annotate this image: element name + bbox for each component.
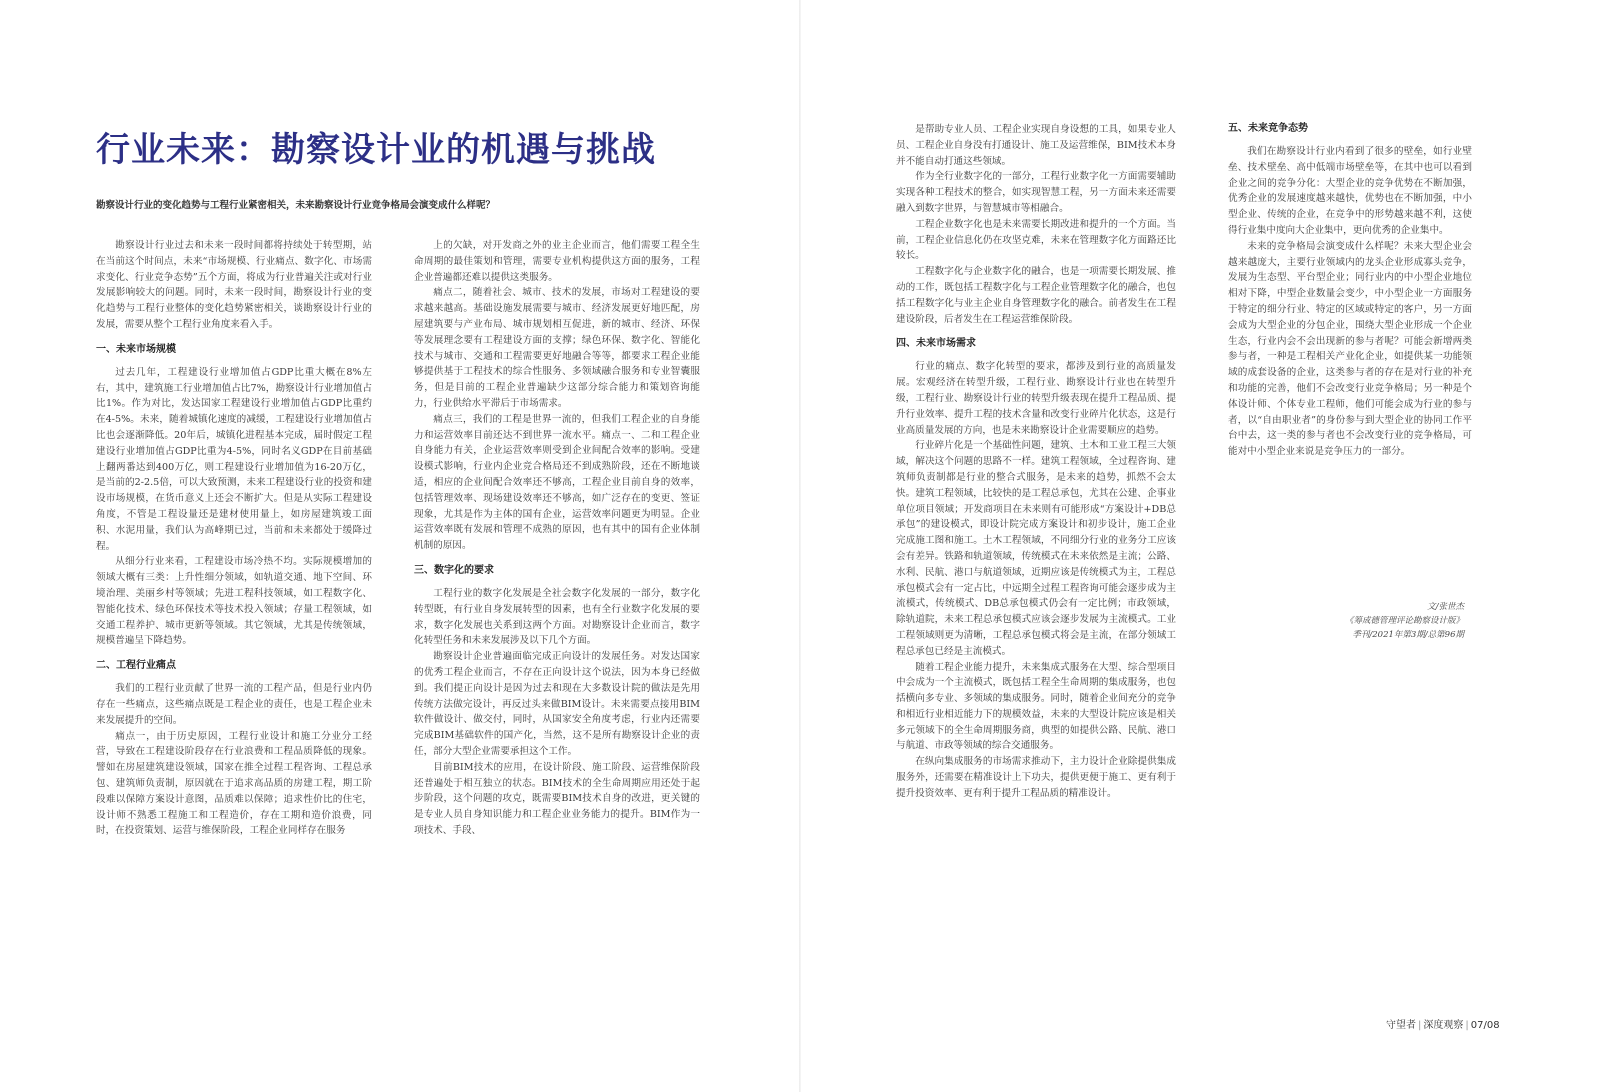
article-subtitle: 勘察设计行业的变化趋势与工程行业紧密相关，未来勘察设计行业竞争格局会演变成什么样呢？ [96,200,496,211]
paragraph: 未来的竞争格局会演变成什么样呢？未来大型企业会越来越庞大，主要行业领域内的龙头企业形成寡头竞争，发展为生态型、平台型企业；同行业内的中小型企业地位相对下降，中型企业数量会变少，中小型企业一方面服务于特定的细分行业、特定的区域或特定的客户，另一方面会成为大型企业的分包企业，围绕大型企业形成一个企业生态，行业内会不会出现新的参与者呢？可能会新增两类参与者，一种是工程相关产业化企业，如提供某一功能领域的成套设备的企业，这类参与者的存在是对行业的补充和功能的完善，他们不会改变行业竞争格局；另一种是个体设计师、个体专业工程师，他们可能会成为行业的参与者，以“自由职业者”的身份参与到大型企业的协同工作平台中去，这一类的参与者也不会改变行业的竞争格局，可能对中小型企业来说是竞争压力的一部分。 [1228,240,1472,458]
paragraph: 勘察设计企业普遍面临完成正向设计的发展任务。对发达国家的优秀工程企业而言，不存在正向设计这个说法，因为本身已经做到。我们提正向设计是因为过去和现在大多数设计院的做法是先用传统方法做完设计，再反过头来做BIM设计。未来需要点接用BIM软件做设计、做交付，同时，从国家安全角度考虑，行业内还需要完成BIM基础软件的国产化，当然，这不是所有勘察设计企业的责任，部分大型企业需要承担这个工作。 [414,651,700,757]
paragraph: 在纵向集成服务的市场需求推动下，主力设计企业除提供集成服务外，还需要在精准设计上下功夫，提供更便于施工、更有利于提升投资效率、更有利于提升工程品质的精准设计。 [896,756,1176,799]
paragraph: 痛点三，我们的工程是世界一流的，但我们工程企业的自身能力和运营效率目前还达不到世界一流水平。痛点一、二和工程企业自身能力有关，企业运营效率则受到企业间配合效率的影响。受建设模式影响，行业内企业竞合格局还不到成熟阶段，还在不断地谈适，相应的企业间配合效率还不够高，工程企业目前自身的效率，包括管理效率、现场建设效率还不够高，如广泛存在的变更、签证现象，尤其是作为主体的国有企业，运营效率问题更为明显。企业运营效率既有发展和管理不成熟的原因，也有其中的国有企业体制机制的原因。 [414,413,700,552]
text-column-1 [96,238,372,898]
paragraph: 我们在勘察设计行业内看到了很多的壁垒，如行业壁垒、技术壁垒、高中低端市场壁垒等，在其中也可以看到企业之间的竞争分化：大型企业的竞争优势在不断加强，优秀企业的发展速度越来越快，优势也在不断加强，中小型企业、传统的企业，在竞争中的形势越来越不利，这使得行业集中度向大企业集中，更向优秀的企业集中。 [1228,146,1472,236]
paragraph: 随着工程企业能力提升，未来集成式服务在大型、综合型项目中会成为一个主流模式，既包括工程全生命周期的集成服务，也包括横向多专业、多领域的集成服务。同时，随着企业间充分的竞争和相近行业相近能力下的规模效益，未来的大型设计院应该是相关多元领域下的全生命周期服务商，典型的如提供公路、民航、港口与航道、市政等领域的综合交通服务。 [896,661,1176,752]
text-column-4 [1228,122,1472,522]
paragraph: 痛点一，由于历史原因，工程行业设计和施工分业分工经营，导致在工程建设阶段存在行业浪费和工程品质降低的现象。譬如在房屋建筑建设领域，国家在推全过程工程咨询、工程总承包、建筑师负责制，原因就在于追求高品质的房建工程，期工阶段难以保障方案设计意图，品质难以保障；追求性价比的住宅，设计师不熟悉工程施工和工程造价，存在工期和造价浪费，同时，在投资策划、运营与维保阶段，工程企业同样存在服务 [96,730,372,837]
page-folio [1386,1016,1500,1031]
author-credit: 文/张世杰 [1427,602,1464,612]
paragraph: 勘察设计行业过去和未来一段时间都将持续处于转型期，站在当前这个时间点，未来“市场规模、行业痛点、数字化、市场需求变化、行业竞争态势”五个方面，将成为行业普遍关注或对行业发展影响较大的问题。同时，未来一段时间，勘察设计行业的变化趋势与工程行业整体的变化趋势紧密相关，谈勘察设计行业的发展，需要从整个工程行业角度来看入手。 [96,240,372,330]
paragraph: 工程数字化与企业数字化的融合，也是一项需要长期发展、推动的工作，既包括工程数字化与工程企业管理数字化的融合，也包括工程数字化与业主企业自身管理数字化的融合。前者发生在工程建设阶段，后者发生在工程运营维保阶段。 [896,266,1176,325]
section-heading: 五、未来竞争态势 [1228,123,1308,134]
paragraph: 痛点二，随着社会、城市、技术的发展，市场对工程建设的要求越来越高。基础设施发展需要与城市、经济发展更好地匹配，房屋建筑要与产业布局、城市规划相互促进，新的城市、经济、环保等发展理念要有工程建设方面的支撑；绿色环保、数字化、智能化技术与城市、交通和工程需要更好地融合等等，都要求工程企业能够提供基于工程技术的综合性服务、多领域融合服务和专业智囊服务，但是目前的工程企业普遍缺少这部分综合能力和策划咨询能力，行业供给水平滞后于市场需求。 [414,287,700,409]
folio-section: 深度观察 [1423,1020,1464,1031]
paragraph: 工程企业数字化也是未来需要长期改进和提升的一个方面。当前，工程企业信息化仍在攻坚克难，未来在管理数字化方面路还比较长。 [896,218,1176,262]
section-heading: 四、未来市场需求 [896,338,976,350]
folio-page-numbers: 07/08 [1470,1020,1500,1031]
paragraph: 行业的痛点、数字化转型的要求，都涉及到行业的高质量发展。宏观经济在转型升级，工程行业、勘察设计行业也在转型升级，工程行业、勘察设计行业的转型升级表现在提升工程品质、提升行业效率、提升工程的技术含量和改变行业碎片化状态，这是行业高质量发展的方向，也是未来勘察设计企业需要顺应的趋势。 [896,361,1176,436]
paragraph: 从细分行业来看，工程建设市场冷热不均。实际规模增加的领域大概有三类：上升性细分领域，如轨道交通、地下空间、环境治理、美丽乡村等领域；先进工程科技领域，如工程数字化、智能化技术、绿色环保技术等技术投入领域；存量工程领域，如交通工程养护、城市更新等领域。其它领域，尤其是传统领域，规模普遍呈下降趋势。 [96,556,372,647]
section-heading: 三、数字化的要求 [414,564,494,576]
text-column-2 [414,238,700,898]
folio-brand: 守望者 [1386,1020,1416,1031]
paragraph: 我们的工程行业贡献了世界一流的工程产品，但是行业内仍存在一些痛点，这些痛点既是工程企业的责任，也是工程企业未来发展提升的空间。 [96,683,372,726]
paragraph: 是帮助专业人员、工程企业实现自身设想的工具，如果专业人员、工程企业自身没有打通设计、施工及运营维保，BIM技术本身并不能自动打通这些领域。 [896,124,1176,167]
paragraph: 工程行业的数字化发展是全社会数字化发展的一部分，数字化转型既，有行业自身发展转型的因素，也有全行业数字化发展的要求，数字化发展也关系到这两个方面。对勘察设计企业而言，数字化转型任务和未来发展涉及以下几个方面。 [414,587,700,647]
paragraph: 作为全行业数字化的一部分，工程行业数字化一方面需要辅助实现各种工程技术的整合，如实现智慧工程，另一方面未来还需要融入到数字世界，与智慧城市等相融合。 [896,171,1176,214]
paragraph: 过去几年，工程建设行业增加值占GDP比重大概在8%左右，其中，建筑施工行业增加值占比7%，勘察设计行业增加值占比1%。作为对比，发达国家工程建设行业增加值占GDP比重约在4-5%。未来，随着城镇化速度的减缓，工程建设行业增加值占比也会逐渐降低。20年后，城镇化进程基本完成，届时假定工程建设行业增加值占GDP比重为4-5%，同时名义GDP在目前基础上翻两番达到400万亿，则工程建设行业增加值为16-20万亿，是当前的2-2.5倍，可以大致预测，未来工程建设行业的投资和建设市场规模，在货币意义上还会不断扩大。但是从实际工程建设角度，不管是工程设量还是建材使用量上，如房屋建筑竣工面积、水泥用量，我们认为高峰期已过，当前和未来都处于缓降过程。 [96,366,372,552]
text-column-3 [896,122,1176,922]
folio-separator: | [1465,1020,1469,1031]
section-heading: 一、未来市场规模 [96,343,176,355]
section-heading: 二、工程行业痛点 [96,660,176,672]
paragraph: 目前BIM技术的应用，在设计阶段、施工阶段、运营维保阶段还普遍处于相互独立的状态。BIM技术的全生命周期应用还处于起步阶段，这个问题的攻克，既需要BIM技术自身的改进，更关键的是专业人员自身知识能力和工程企业业务能力的提升。BIM作为一项技术、手段、 [414,761,700,836]
issue-info: 季刊/2021年第3期/总第96期 [1352,630,1464,640]
paragraph: 上的欠缺，对开发商之外的业主企业而言，他们需要工程全生命周期的最佳策划和管理，需要专业机构提供这方面的服务，工程企业普遍都还难以提供这类服务。 [414,240,700,283]
article-byline [1334,600,1464,642]
folio-separator: | [1418,1020,1422,1031]
article-title: 行业未来：勘察设计业的机遇与挑战 [96,130,656,170]
paragraph: 行业碎片化是一个基础性问题，建筑、土木和工业工程三大领域，解决这个问题的思路不一样。建筑工程领域，全过程咨询、建筑师负责制都是行业的整合式服务，是未来的趋势，抓然不会太快。建筑工程领域，比较快的是工程总承包，尤其在公建、企事业单位项目领域；开发商项目在未来则有可能形成“方案设计+DB总承包”的建设模式，即设计院完成方案设计和初步设计，施工企业完成施工图和施工。土木工程领域，不同细分行业的业务分工应该会有差异。铁路和轨道领域，传统模式在未来依然是主流；公路、水利、民航、港口与航道领域，近期应该是传统模式为主，工程总承包模式会有一定占比，中远期全过程工程咨询可能会逐步成为主流模式，传统模式、DB总承包模式仍会有一定比例；市政领域，除轨道院，未来工程总承包模式应该会逐步发展为主流模式。工业工程领域则更为清晰，工程总承包模式将会是主流，在部分领域工程总承包已经是主流模式。 [896,440,1176,657]
source-publication: 《筹成德管理评论勘察设计版》 [1344,616,1464,626]
